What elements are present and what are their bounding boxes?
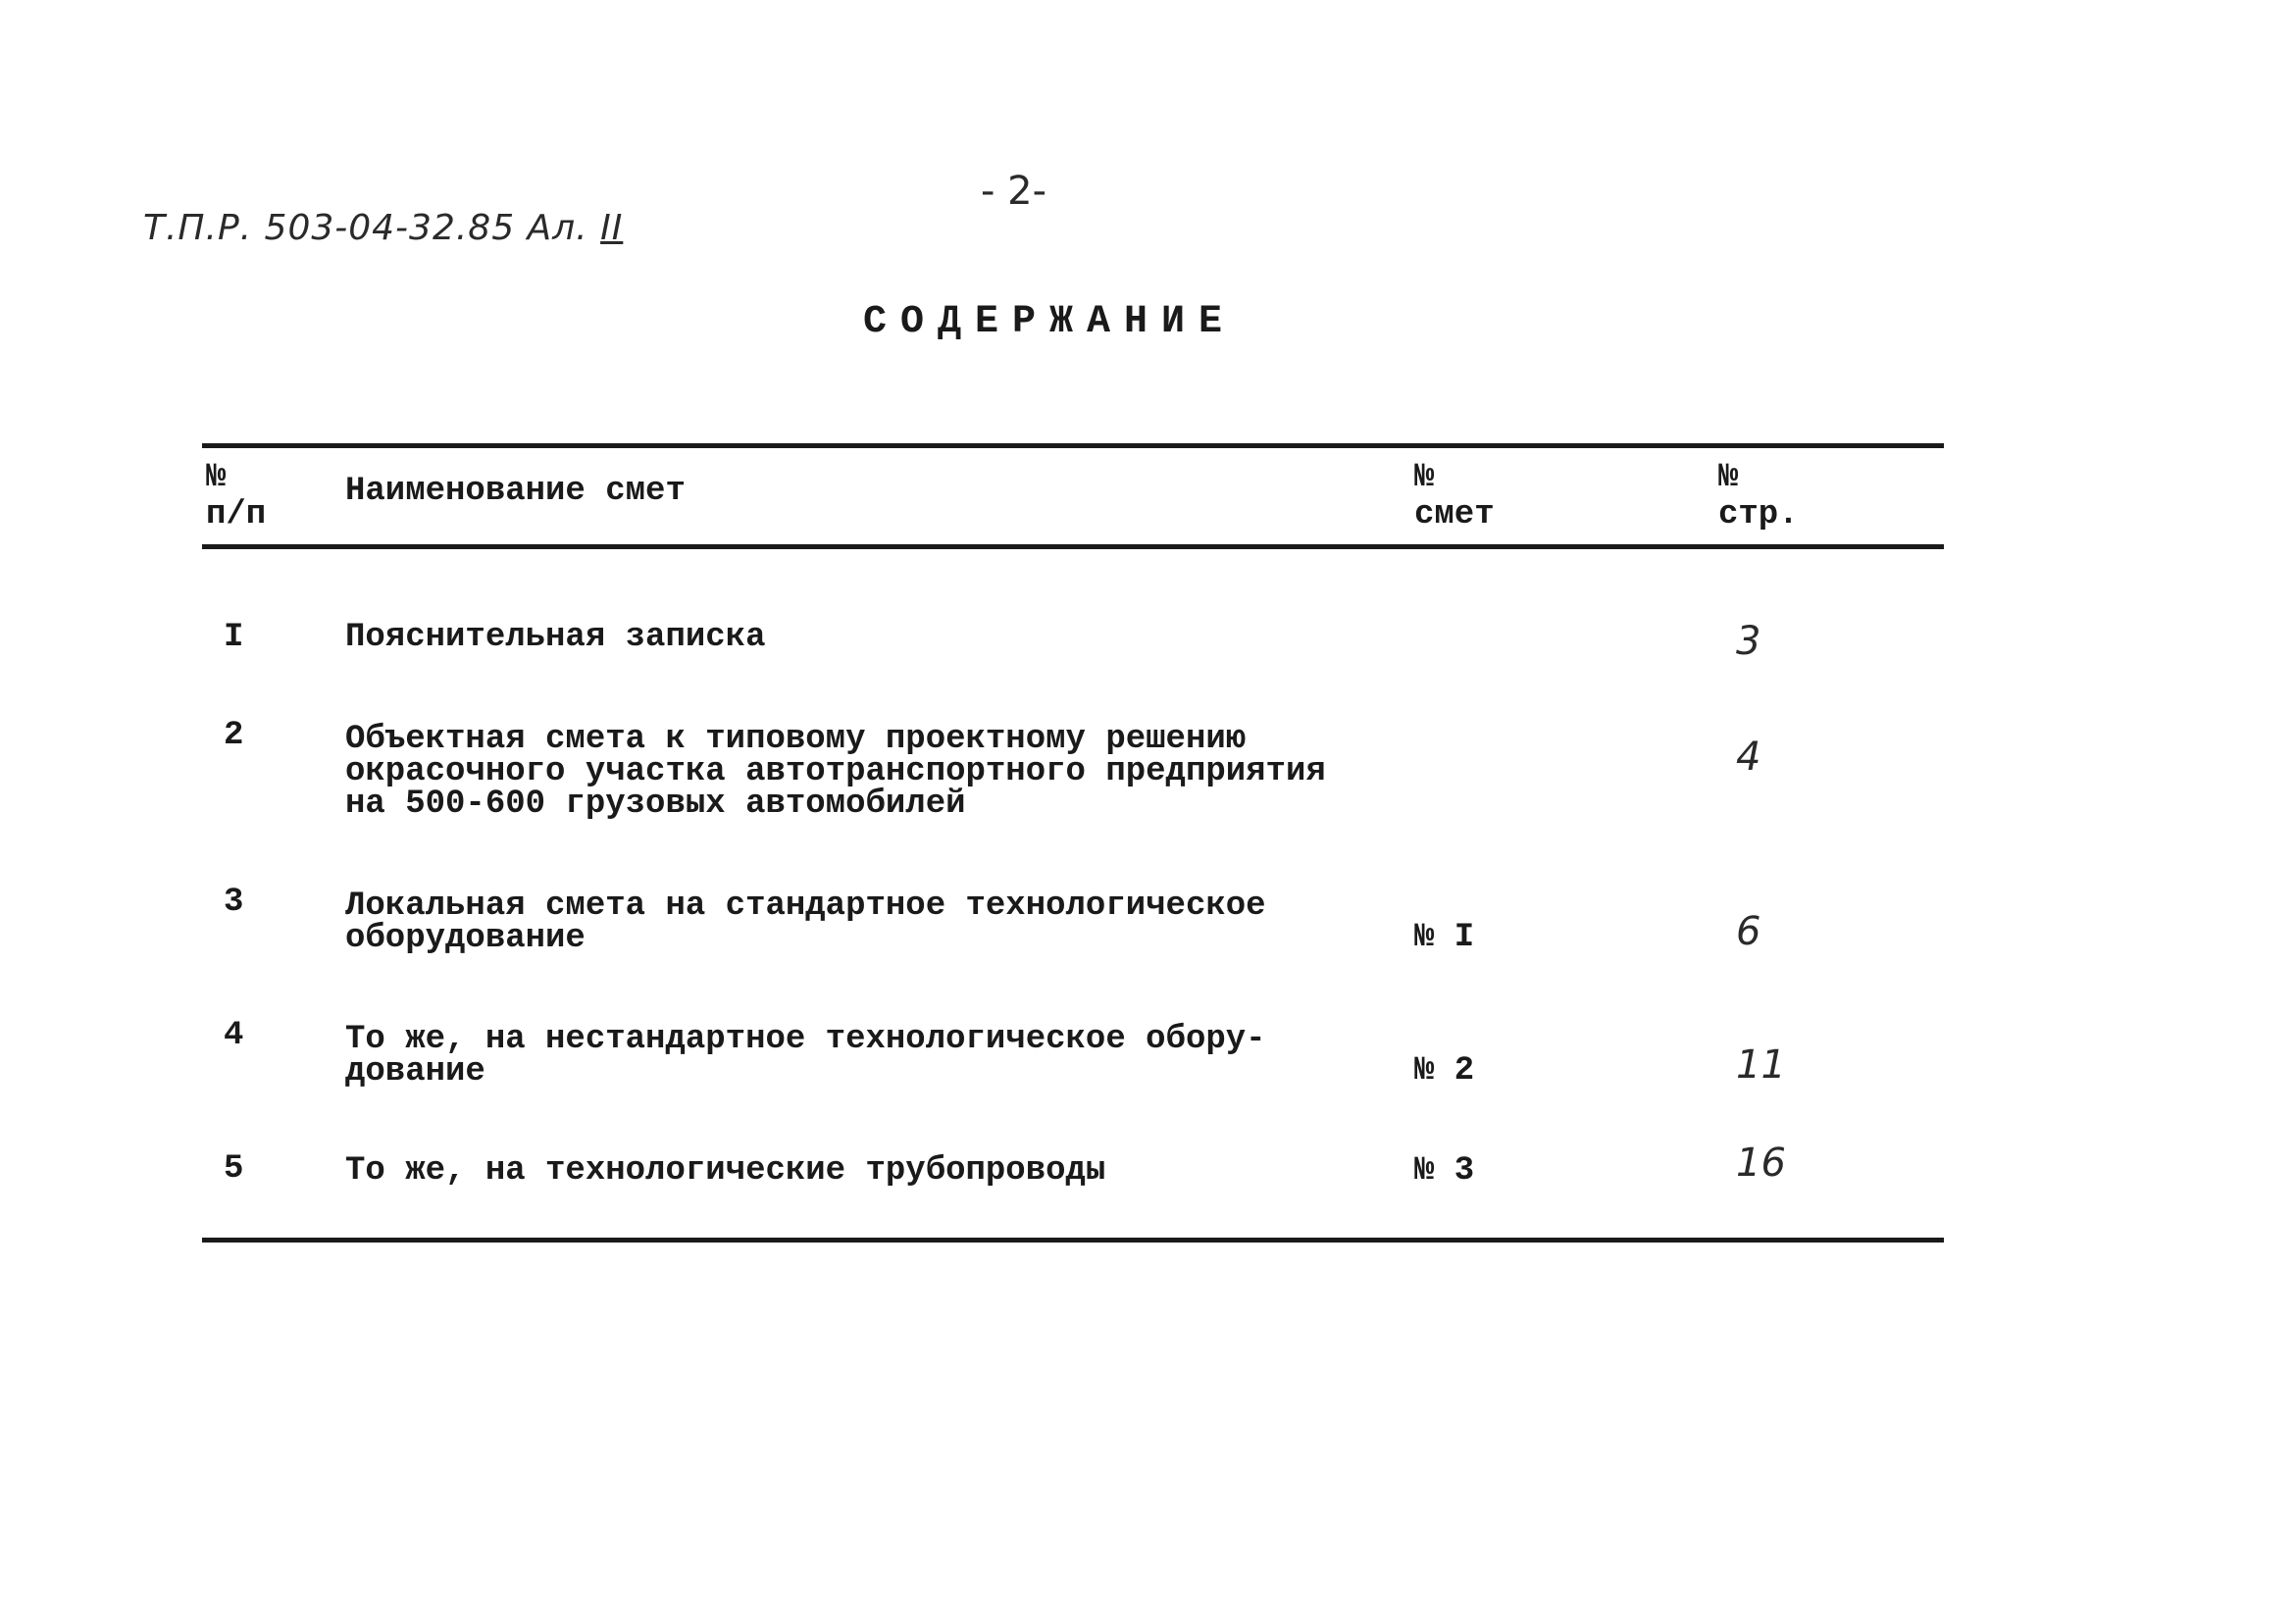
row-page: 4 [1736, 735, 1761, 780]
row-name-line: То же, на технологические трубопроводы [345, 1152, 1106, 1190]
row-number: 5 [224, 1150, 244, 1188]
table-top-rule [202, 443, 1944, 448]
column-header-number-line1: № [206, 459, 227, 496]
row-name [345, 890, 1404, 955]
page-number: - 2- [981, 169, 1047, 214]
row-estimate: № 3 [1414, 1152, 1475, 1190]
column-header-page [1718, 459, 1799, 533]
row-name [345, 619, 1404, 656]
table-bottom-rule [202, 1238, 1944, 1243]
row-name-line: Локальная смета на стандартное технологическое [345, 888, 1266, 925]
column-header-estimate-line2: смет [1414, 496, 1495, 533]
row-estimate: № I [1414, 919, 1475, 956]
document-code-text: Т.П.Р. 503-04-32.85 Ал. [143, 208, 588, 248]
column-header-estimate [1414, 459, 1495, 533]
row-name-line: на 500-600 грузовых автомобилей [345, 786, 966, 823]
row-name-line: То же, на нестандартное технологическое обору- [345, 1021, 1266, 1058]
row-number: 4 [224, 1017, 244, 1054]
table-header-rule [202, 544, 1944, 549]
page-title: СОДЕРЖАНИЕ [863, 300, 1237, 344]
document-sheet: II [600, 208, 624, 248]
row-name [345, 1152, 1404, 1190]
column-header-number-line2: п/п [206, 496, 267, 533]
column-header-page-line1: № [1718, 459, 1739, 496]
column-header-page-line2: стр. [1718, 496, 1799, 533]
row-name [345, 1021, 1404, 1091]
row-name-line: Пояснительная записка [345, 619, 766, 656]
row-name-line: оборудование [345, 920, 586, 957]
row-name [345, 721, 1404, 823]
column-header-estimate-line1: № [1414, 459, 1435, 496]
row-number: 2 [224, 717, 244, 754]
row-number: 3 [224, 884, 244, 921]
row-name-line: окрасочного участка автотранспортного предприятия [345, 753, 1326, 790]
row-number: I [224, 619, 244, 656]
row-estimate: № 2 [1414, 1052, 1475, 1090]
row-page: 6 [1736, 909, 1761, 954]
row-page: 16 [1736, 1141, 1786, 1186]
row-page: 3 [1736, 619, 1761, 664]
document-code [143, 208, 623, 248]
column-header-number [206, 459, 266, 533]
row-name-line: Объектная смета к типовому проектному решению [345, 721, 1247, 758]
row-page: 11 [1736, 1042, 1786, 1088]
row-name-line: дование [345, 1053, 485, 1091]
column-header-name: Наименование смет [345, 473, 686, 510]
